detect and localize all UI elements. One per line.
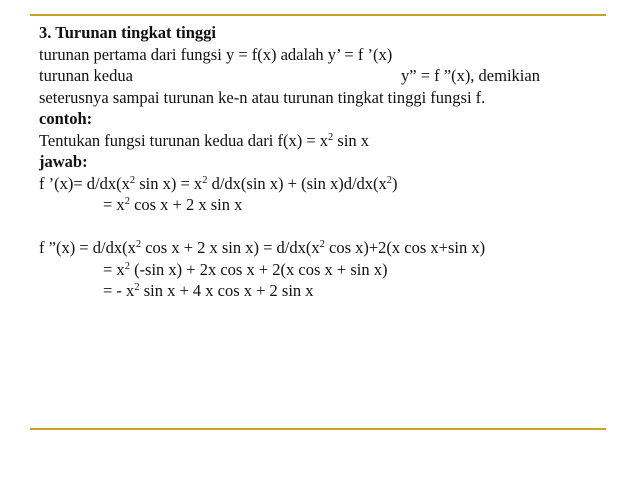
example-label: contoh: <box>39 109 93 128</box>
question-text: Tentukan fungsi turunan kedua dari f(x) = x <box>39 130 329 150</box>
sd2-part-a: = x <box>103 259 125 279</box>
sd1-part-b: cos x + 2 x sin x) = d/dx(x <box>141 238 320 257</box>
sd1-part-c: cos x)+2(x cos x+sin x) <box>324 238 486 257</box>
sd1-exponent-2: 2 <box>319 239 325 250</box>
sd3-part-b: sin x + 4 x cos x + 2 sin x <box>139 281 314 300</box>
second-derivative-line-2 <box>39 259 619 281</box>
fd1-exponent-2: 2 <box>202 174 208 186</box>
slide-title: 3. Turunan tingkat tinggi <box>39 23 216 42</box>
answer-label: jawab: <box>39 152 88 171</box>
first-derivative-line-1 <box>39 173 619 195</box>
sd1-part-a: f ”(x) = d/dx(x <box>39 238 136 257</box>
sd1-exponent-1: 2 <box>135 239 142 250</box>
blank-line <box>39 216 619 238</box>
top-divider <box>30 14 606 16</box>
sd3-exponent-1: 2 <box>134 282 140 293</box>
fd1-exponent-3: 2 <box>386 174 393 186</box>
intro-line-2-right: y” = f ”(x), demikian <box>401 66 540 85</box>
fd1-part-c: d/dx(sin x) + (sin x)d/dx(x <box>207 173 387 193</box>
sd3-part-a: = - x <box>103 281 135 300</box>
intro-line-2-left: turunan kedua <box>39 66 133 85</box>
second-derivative-line-3 <box>39 280 619 302</box>
example-question <box>39 130 619 152</box>
question-text-end: sin x <box>333 130 370 150</box>
fd1-exponent-1: 2 <box>129 174 136 186</box>
fd2-part-b: cos x + 2 x sin x <box>129 195 243 214</box>
intro-line-2 <box>39 65 619 87</box>
bottom-divider <box>30 428 606 430</box>
fd1-part-b: sin x) = x <box>135 173 203 193</box>
fd1-part-a: f ’(x)= d/dx(x <box>39 173 130 193</box>
fd1-part-d: ) <box>392 173 398 193</box>
intro-line-3: seterusnya sampai turunan ke-n atau turunan tingkat tinggi fungsi f. <box>39 87 486 107</box>
slide-content <box>39 22 619 302</box>
question-exponent: 2 <box>328 131 334 143</box>
second-derivative-line-1 <box>39 237 619 259</box>
intro-line-1: turunan pertama dari fungsi y = f(x) adalah y’ = f ’(x) <box>39 44 393 64</box>
sd2-exponent-1: 2 <box>124 260 130 272</box>
sd2-part-b: (-sin x) + 2x cos x + 2(x cos x + sin x) <box>129 259 388 279</box>
first-derivative-line-2 <box>39 194 619 216</box>
fd2-part-a: = x <box>103 195 125 214</box>
fd2-exponent-1: 2 <box>124 196 130 207</box>
